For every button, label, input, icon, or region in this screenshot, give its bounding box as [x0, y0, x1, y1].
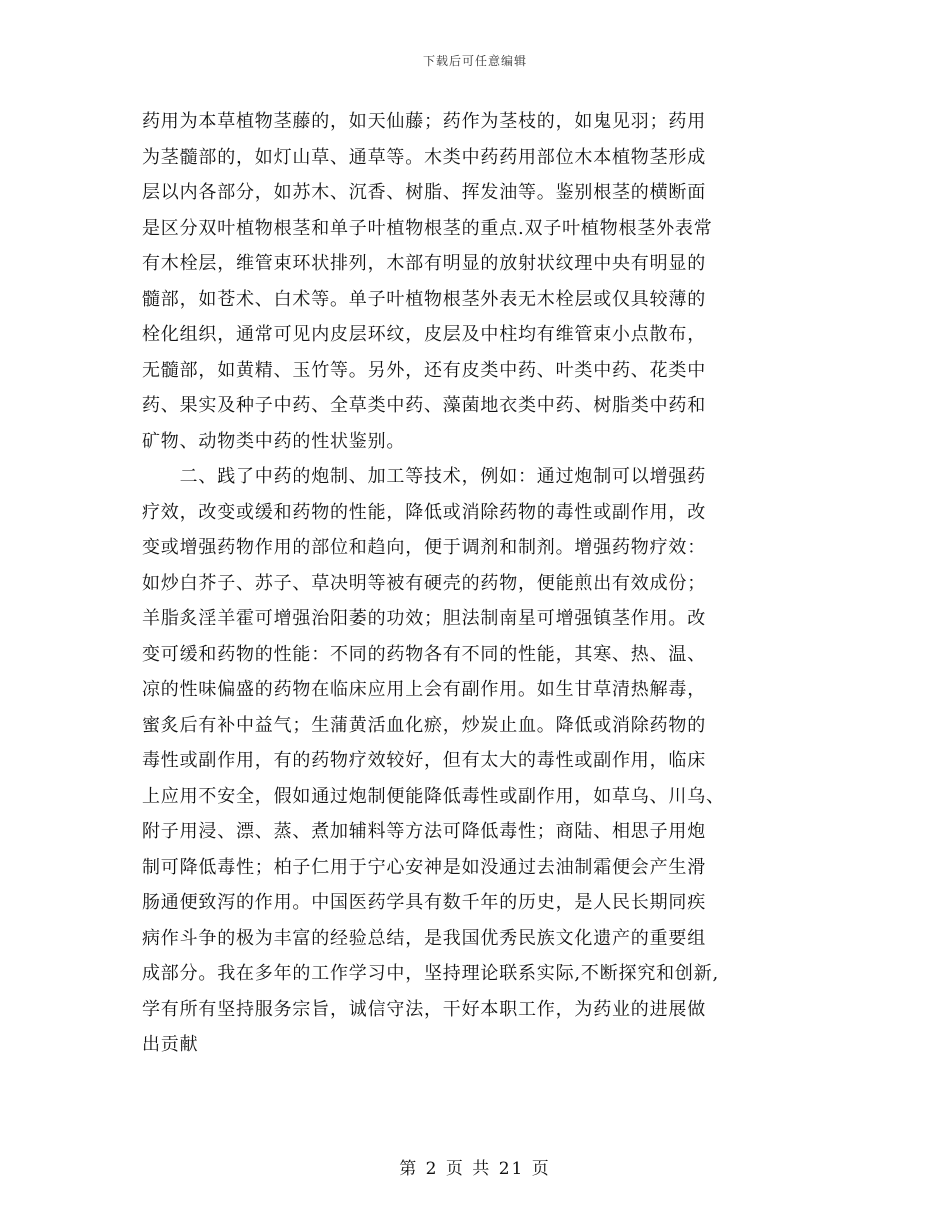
- body-text: [142, 104, 812, 1063]
- text-line: 变可缓和药物的性能：不同的药物各有不同的性能，其寒、热、温、: [142, 643, 706, 665]
- text-line: 成部分。我在多年的工作学习中，坚持理论联系实际,不断探究和创新,: [142, 963, 720, 984]
- text-line: 药用为本草植物茎藤的，如天仙藤；药作为茎枝的，如鬼见羽；药用: [142, 111, 706, 132]
- text-line: 栓化组织，通常可见内皮层环纹，皮层及中柱均有维管束小点散布，: [142, 324, 706, 345]
- text-line: 凉的性味偏盛的药物在临床应用上会有副作用。如生甘草清热解毒，: [142, 679, 706, 700]
- text-line: 髓部，如苍术、白术等。单子叶植物根茎外表无木栓层或仅具较薄的: [142, 288, 706, 310]
- text-line: 药、果实及种子中药、全草类中药、藻菌地衣类中药、树脂类中药和: [142, 395, 706, 416]
- text-line: 学有所有坚持服务宗旨，诚信守法，干好本职工作，为药业的进展做: [142, 998, 706, 1020]
- page-number-footer: 第 2 页 共 21 页: [399, 1159, 551, 1179]
- text-line: 疗效，改变或缓和药物的性能，降低或消除药物的毒性或副作用，改: [142, 501, 706, 523]
- text-line: 有木栓层，维管束环状排列，木部有明显的放射状纹理中央有明显的: [142, 253, 706, 274]
- text-line: 病作斗争的极为丰富的经验总结，是我国优秀民族文化遗产的重要组: [142, 927, 706, 949]
- text-line: 上应用不安全，假如通过炮制便能降低毒性或副作用，如草乌、川乌、: [142, 785, 725, 807]
- text-line: 附子用浸、漂、蒸、煮加辅料等方法可降低毒性；商陆、相思子用炮: [142, 821, 706, 842]
- text-line: 二、践了中药的炮制、加工等技术，例如：通过炮制可以增强药: [142, 466, 706, 487]
- text-line: 蜜炙后有补中益气；生蒲黄活血化瘀，炒炭止血。降低或消除药物的: [142, 714, 706, 736]
- page-header: 下载后可任意编辑: [422, 54, 527, 68]
- text-line: 是区分双叶植物根茎和单子叶植物根茎的重点.双子叶植物根茎外表常: [142, 217, 713, 239]
- text-line: 肠通便致泻的作用。中国医药学具有数千年的历史，是人民长期同疾: [142, 892, 706, 913]
- text-line: 制可降低毒性；柏子仁用于宁心安神是如没通过去油制霜便会产生滑: [142, 856, 706, 878]
- text-line: 出贡献: [142, 1034, 199, 1055]
- text-line: 层以内各部分，如苏木、沉香、树脂、挥发油等。鉴别根茎的横断面: [142, 182, 706, 203]
- text-line: 为茎髓部的，如灯山草、通草等。木类中药药用部位木本植物茎形成: [142, 146, 706, 168]
- text-line: 如炒白芥子、苏子、草决明等被有硬壳的药物，便能煎出有效成份；: [142, 572, 706, 594]
- text-line: 变或增强药物作用的部位和趋向，便于调剂和制剂。增强药物疗效：: [142, 537, 706, 558]
- text-line: 矿物、动物类中药的性状鉴别。: [142, 430, 406, 452]
- text-line: 羊脂炙淫羊霍可增强治阳萎的功效；胆法制南星可增强镇茎作用。改: [142, 608, 706, 629]
- text-line: 无髓部，如黄精、玉竹等。另外，还有皮类中药、叶类中药、花类中: [142, 359, 706, 381]
- text-line: 毒性或副作用，有的药物疗效较好，但有太大的毒性或副作用，临床: [142, 750, 706, 771]
